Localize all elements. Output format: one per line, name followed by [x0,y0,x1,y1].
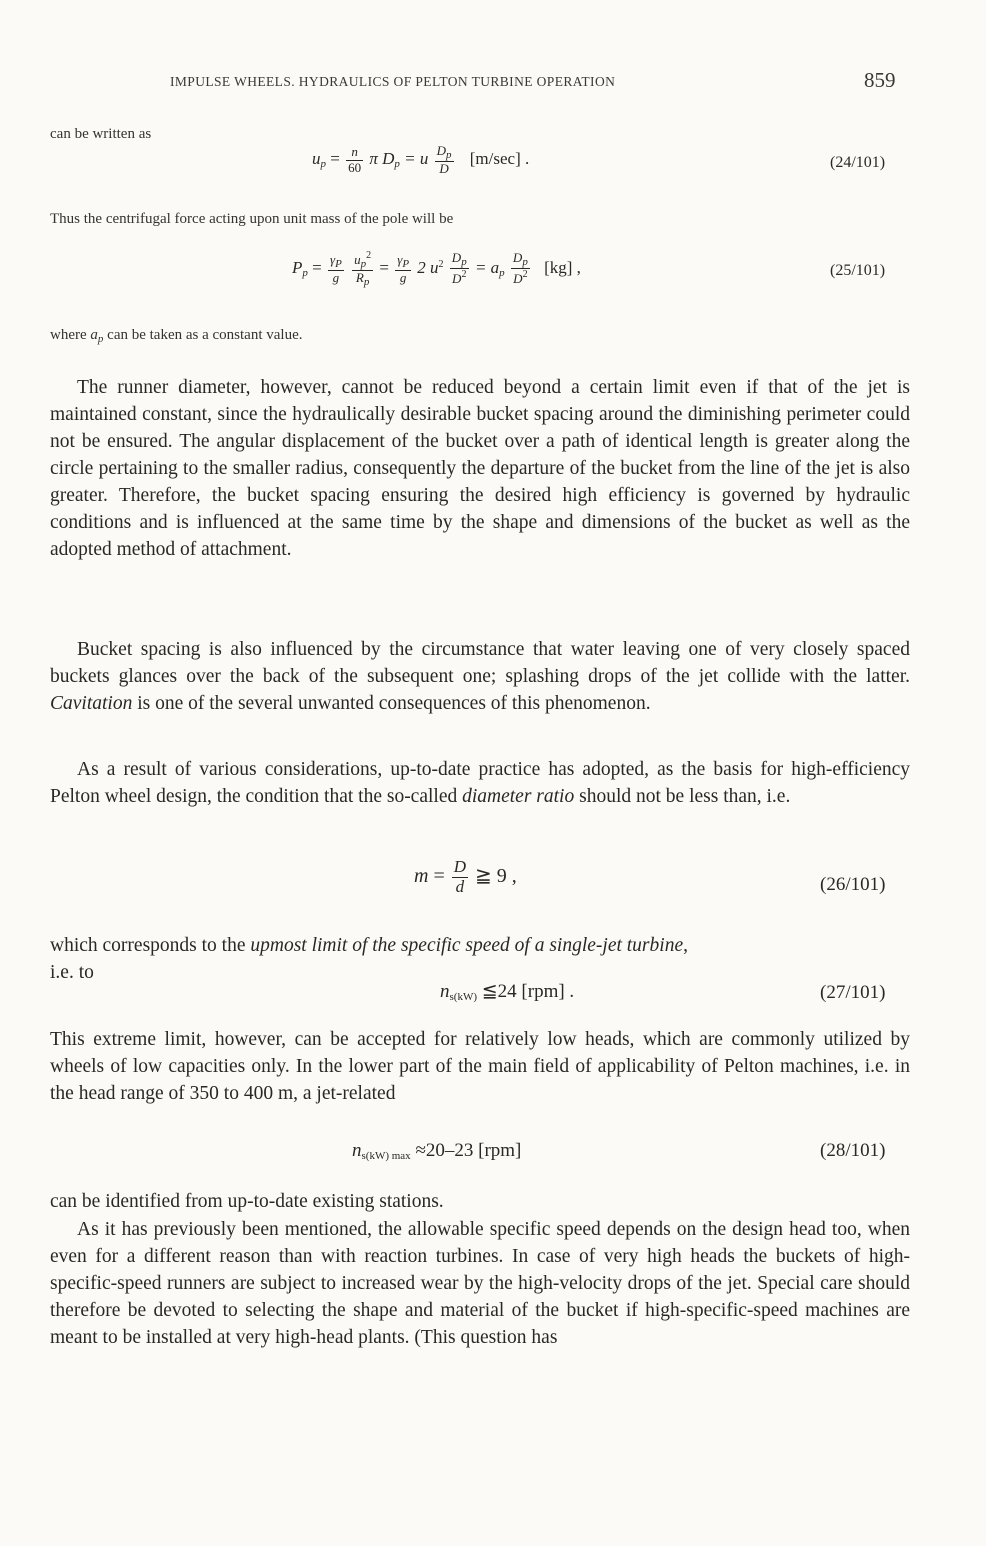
equation-28: $n_{s(kW) max} \approx 20-23$ [rpm] [352,1140,522,1162]
centrifugal-text: Thus the centrifugal force acting upon unit mass of the pole will be [50,211,454,227]
equation-24: $u_p$ = $\frac{n}{60}$ π $D_p = u$ $\frac{D_p}{D}$ [m/sec] . [312,143,530,177]
equation-number-27: (27/101) [820,982,886,1003]
equation-26: m = $\frac{D}{d}$ ≧ 9 , [414,857,517,896]
equation-27: $n_{s(kW)}$ ≦24 [rpm] . [440,981,575,1003]
equation-number-24: (24/101) [830,154,886,171]
paragraph-identified: can be identified from up-to-date existing stations. [50,1191,444,1212]
where-text: where $a_p$ can be taken as a constant value. [50,327,303,345]
paragraph-considerations: As a result of various considerations, up-to-date practice has adopted, as the basis for high-efficiency Pelton wheel design, the condition that the so-called diameter ratio should not be less than, i.e. [50,759,910,807]
equation-number-25: (25/101) [830,262,886,279]
paragraph-extreme-limit: This extreme limit, however, can be accepted for relatively low heads, which are commonly utilized by wheels of low capacities only. In the lower part of the main field of applicability of Pelton machines, i.e. in the head range of 350 to 400 m, a jet-related [50,1029,910,1104]
intro-text: can be written as [50,126,152,142]
paragraph-bucket-spacing: Bucket spacing is also influenced by the circumstance that water leaving one of very closely spaced buckets glances over the back of the subsequent one; splashing drops of the jet collide with the latter. Cavitation is one of the several unwanted consequences of this phenomenon. [50,639,910,714]
equation-number-28: (28/101) [820,1140,886,1161]
paragraph-specific-speed: As it has previously been mentioned, the allowable specific speed depends on the design head too, when even for a different reason than with reaction turbines. In case of very high heads the buckets of high-specific-speed runners are subject to increased wear by the high-velocity drops of the jet. Special care should therefore be devoted to selecting the shape and material of the bucket if high-specific-speed machines are meant to be installed at very high-head plants. (This question has [50,1219,910,1348]
paragraph-upmost-limit: which corresponds to the upmost limit of the specific speed of a single-jet turbine, i.e. to [50,935,688,983]
page-number: 859 [864,68,896,92]
equation-25: $P_p$ = $\frac{\gamma_P}{g}$ $\frac{u_p^2}{R_p}$ = $\frac{\gamma_P}{g}$ 2 $u^2$ $\frac{D_p}{D^2}$ = $a_p$ $\frac{D_p}{D^2}$ [kg] , [292,250,581,289]
equation-number-26: (26/101) [820,874,886,895]
paragraph-runner-diameter: The runner diameter, however, cannot be reduced beyond a certain limit even if that of the jet is maintained constant, since the hydraulically desirable bucket spacing around the diminishing perimeter could not be ensured. The angular displacement of the bucket over a path of identical length is greater along the circle pertaining to the smaller radius, consequently the departure of the bucket from the line of the jet is also greater. Therefore, the bucket spacing ensuring the desired high efficiency is governed by hydraulic conditions and is influenced at the same time by the shape and dimensions of the bucket as well as the adopted method of attachment. [50,377,910,560]
running-head: IMPULSE WHEELS. HYDRAULICS OF PELTON TURBINE OPERATION [170,74,616,89]
